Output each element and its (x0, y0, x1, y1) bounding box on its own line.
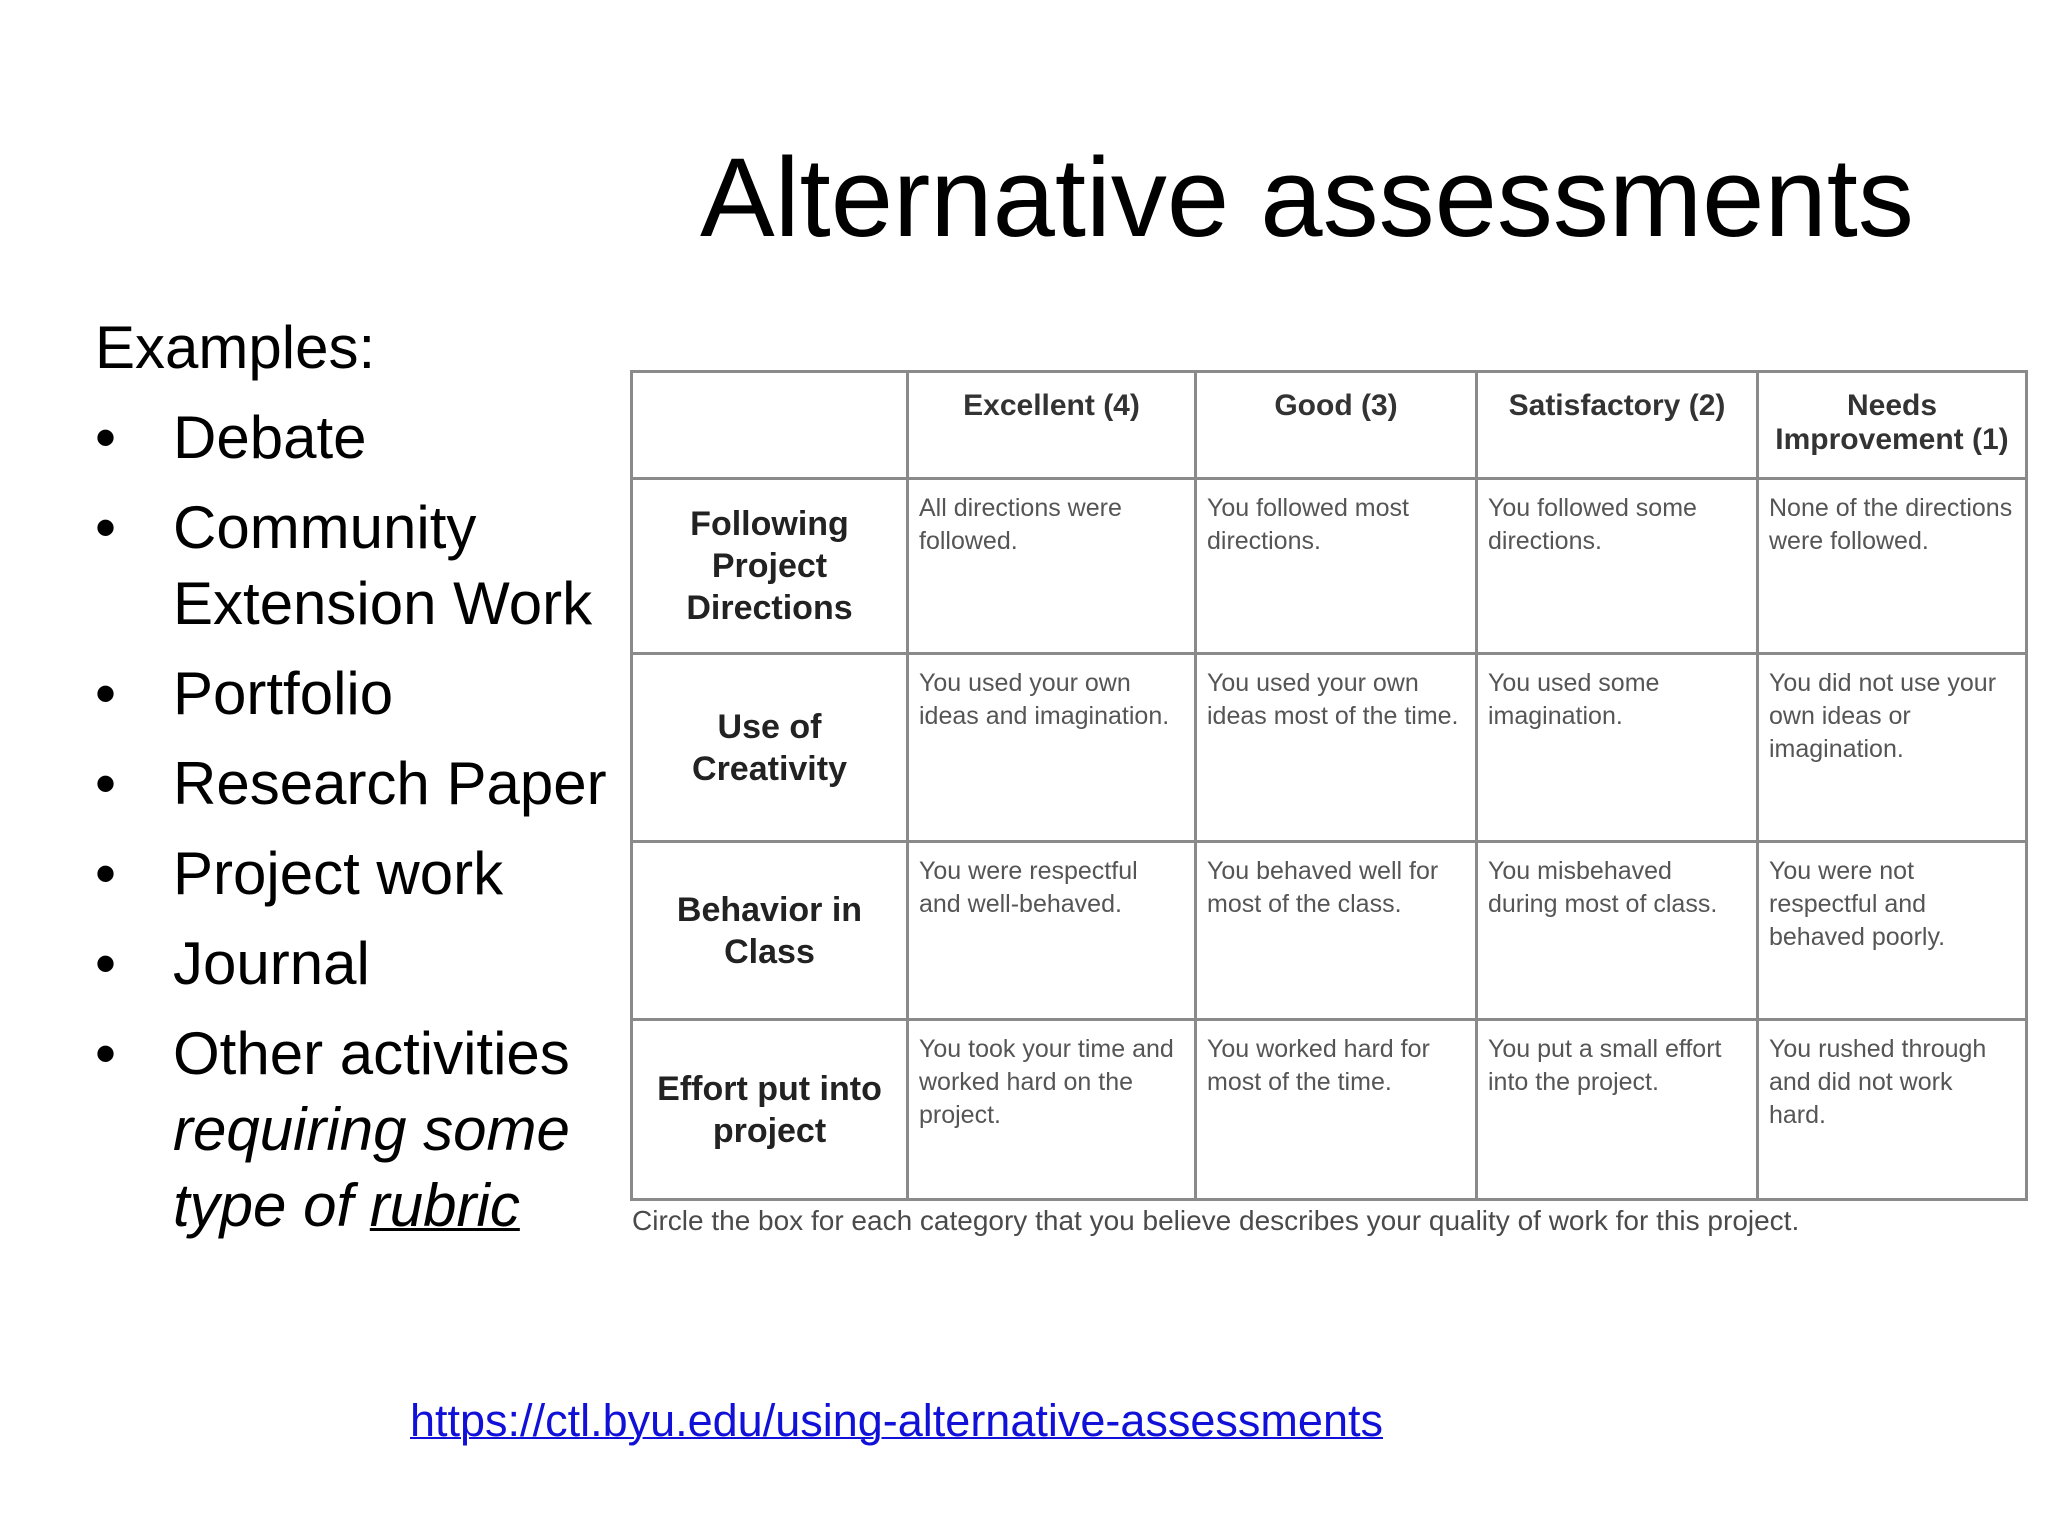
rubric-cell: You rushed through and did not work hard. (1758, 1020, 2027, 1200)
rubric-header-needs-improvement: Needs Improvement (1) (1758, 372, 2027, 479)
bullet-italic-line: requiring some (173, 1096, 570, 1163)
bullet-text: Debate (173, 404, 367, 471)
rubric-cell: You did not use your own ideas or imagination. (1758, 654, 2027, 842)
bullet-italic-text: type of (173, 1172, 354, 1239)
examples-list-section (95, 310, 635, 1258)
bullet-item-other-activities (95, 1016, 635, 1244)
bullet-item (95, 836, 635, 912)
bullet-dot-icon: • (95, 1020, 117, 1087)
rubric-caption: Circle the box for each category that you believe describes your quality of work for this project. (632, 1205, 1800, 1236)
examples-heading: Examples: (95, 314, 376, 381)
bullet-item (95, 746, 635, 822)
rubric-category: Effort put into project (632, 1020, 908, 1200)
bullet-dot-icon: • (95, 840, 117, 907)
slide-title: Alternative assessments (700, 135, 1914, 260)
rubric-cell: You followed some directions. (1477, 479, 1758, 654)
rubric-header-excellent: Excellent (4) (908, 372, 1196, 479)
bullet-dot-icon: • (95, 930, 117, 997)
rubric-cell: You behaved well for most of the class. (1196, 842, 1477, 1020)
rubric-category: Following Project Directions (632, 479, 908, 654)
rubric-row (632, 654, 2027, 842)
bullet-item (95, 400, 635, 476)
bullet-item (95, 490, 635, 642)
bullet-dot-icon: • (95, 404, 117, 471)
rubric-cell: You used some imagination. (1477, 654, 1758, 842)
rubric-underlined-word: rubric (369, 1172, 520, 1239)
bullet-text: Journal (173, 930, 370, 997)
rubric-cell: You followed most directions. (1196, 479, 1477, 654)
rubric-image (630, 370, 2030, 1237)
bullet-text: Other activities (173, 1020, 570, 1087)
bullet-item (95, 926, 635, 1002)
rubric-row (632, 1020, 2027, 1200)
rubric-header-good: Good (3) (1196, 372, 1477, 479)
bullet-text: Community Extension Work (173, 494, 593, 637)
bullet-text: Research Paper (173, 750, 607, 817)
bullet-text: Portfolio (173, 660, 394, 727)
rubric-cell: You were respectful and well-behaved. (908, 842, 1196, 1020)
rubric-cell: You were not respectful and behaved poorly. (1758, 842, 2027, 1020)
bullet-item (95, 656, 635, 732)
bullet-text: Project work (173, 840, 504, 907)
rubric-row (632, 842, 2027, 1020)
rubric-cell: You used your own ideas and imagination. (908, 654, 1196, 842)
rubric-header-satisfactory: Satisfactory (2) (1477, 372, 1758, 479)
rubric-cell: You took your time and worked hard on the project. (908, 1020, 1196, 1200)
rubric-cell: You used your own ideas most of the time. (1196, 654, 1477, 842)
rubric-header-row (632, 372, 2027, 479)
rubric-category: Behavior in Class (632, 842, 908, 1020)
rubric-cell: You misbehaved during most of class. (1477, 842, 1758, 1020)
rubric-cell: None of the directions were followed. (1758, 479, 2027, 654)
rubric-header-empty (632, 372, 908, 479)
bullet-dot-icon: • (95, 660, 117, 727)
rubric-category: Use of Creativity (632, 654, 908, 842)
examples-bullet-list (95, 400, 635, 1244)
bullet-dot-icon: • (95, 750, 117, 817)
rubric-row (632, 479, 2027, 654)
rubric-cell: You worked hard for most of the time. (1196, 1020, 1477, 1200)
bullet-dot-icon: • (95, 494, 117, 561)
rubric-cell: All directions were followed. (908, 479, 1196, 654)
source-link[interactable]: https://ctl.byu.edu/using-alternative-assessments (410, 1395, 1383, 1446)
bullet-italic-line-rubric (173, 1168, 635, 1244)
rubric-table (630, 370, 2028, 1201)
rubric-cell: You put a small effort into the project. (1477, 1020, 1758, 1200)
